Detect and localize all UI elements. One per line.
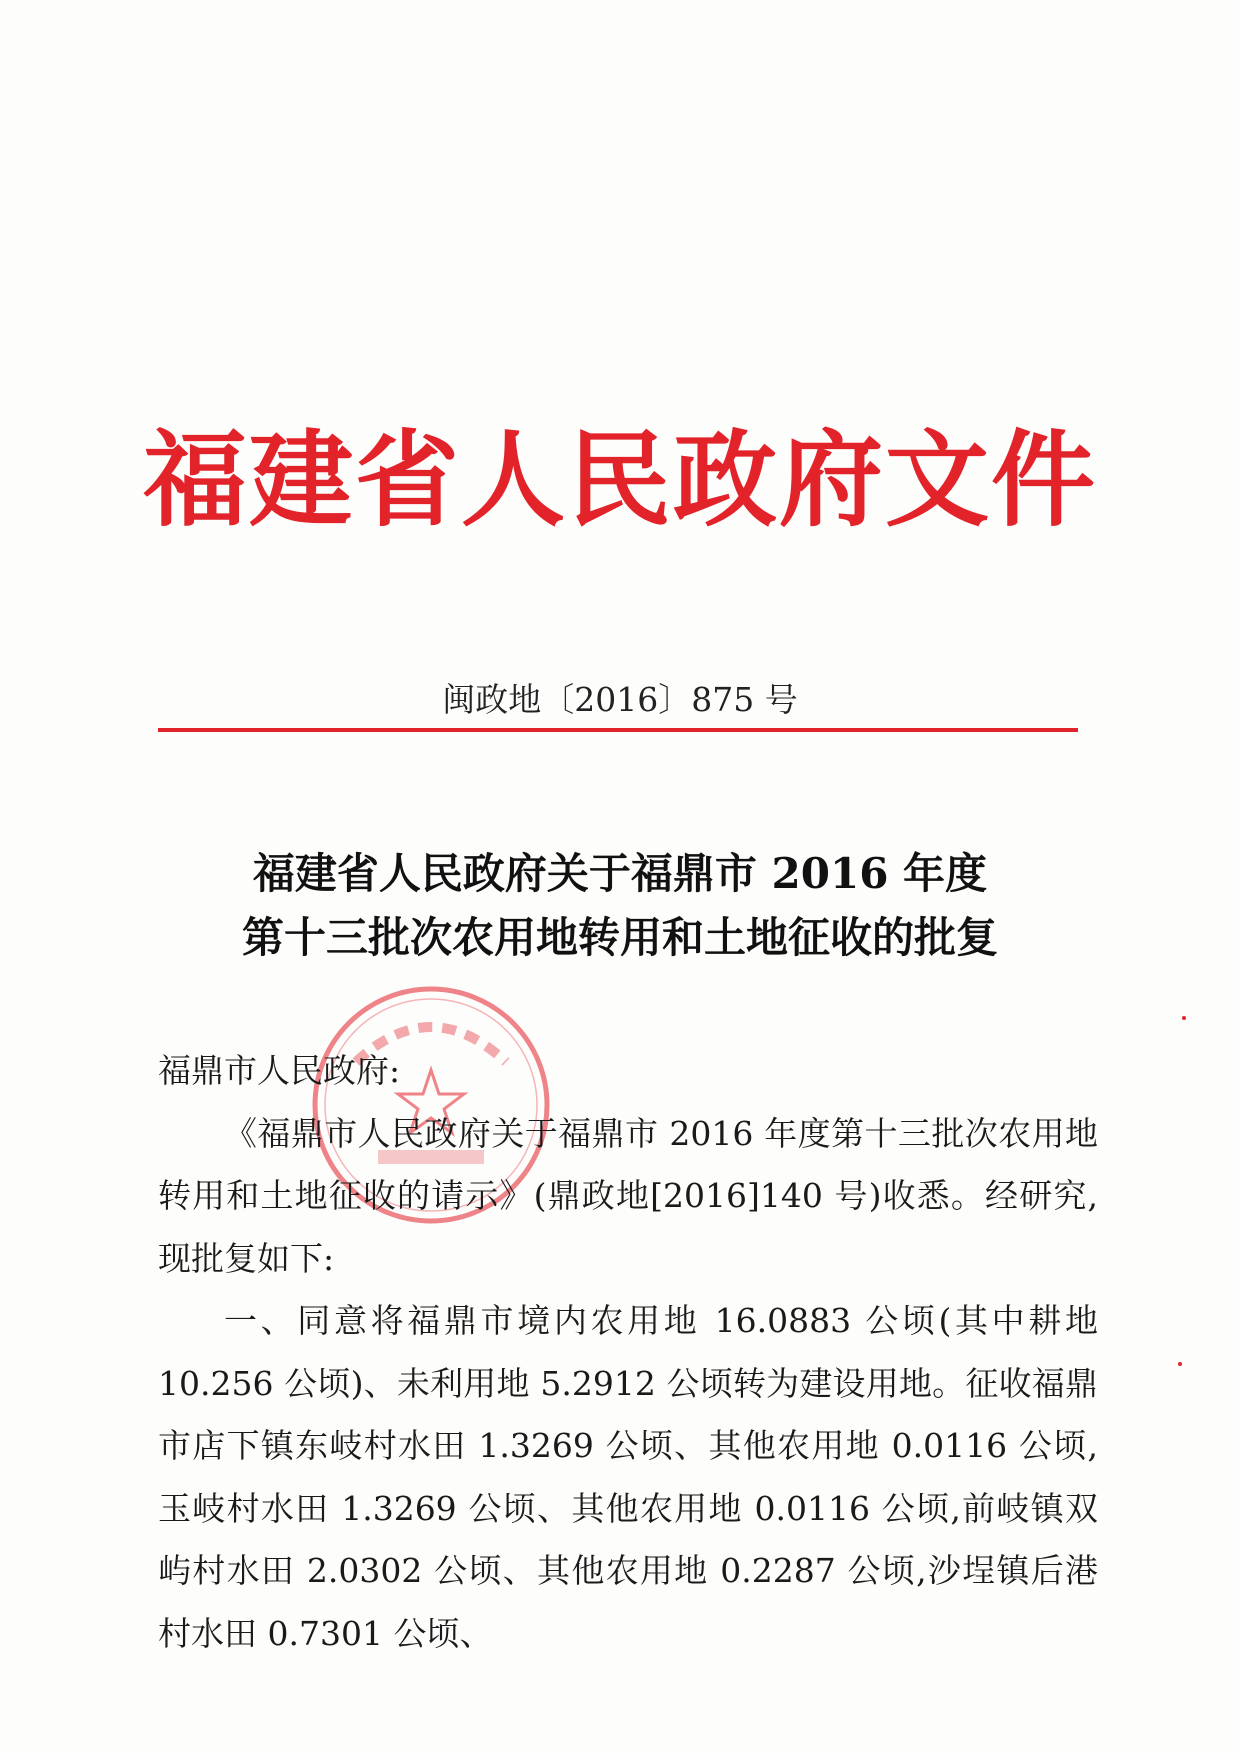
margin-mark [1182, 1016, 1186, 1020]
document-title-line-2: 第十三批次农用地转用和土地征收的批复 [241, 913, 998, 962]
document-number: 闽政地〔2016〕875 号 [442, 680, 798, 719]
document-title [0, 842, 1240, 970]
margin-mark [1178, 1362, 1182, 1366]
document-body [158, 1040, 1098, 1665]
body-paragraph: 一、同意将福鼎市境内农用地 16.0883 公顷(其中耕地 10.256 公顷)、未利用地 5.2912 公顷转为建设用地。征收福鼎市店下镇东岐村水田 1.3269 公顷、其他农用地 0.0116 公顷,玉岐村水田 1.3269 公顷、其他农用地 0.0116 公顷,前岐镇双屿村水田 2.0302 公顷、其他农用地 0.2287 公顷,沙埕镇后港村水田 0.7301 公顷、 [158, 1301, 1098, 1653]
addressee: 福鼎市人民政府: [158, 1051, 401, 1090]
red-separator-line [158, 728, 1078, 732]
document-masthead: 福建省人民政府文件 [142, 419, 1097, 541]
document-title-line-1: 福建省人民政府关于福鼎市 2016 年度 [252, 849, 988, 898]
body-paragraph: 《福鼎市人民政府关于福鼎市 2016 年度第十三批次农用地转用和土地征收的请示》(鼎政地[2016]140 号)收悉。经研究,现批复如下: [158, 1113, 1098, 1278]
